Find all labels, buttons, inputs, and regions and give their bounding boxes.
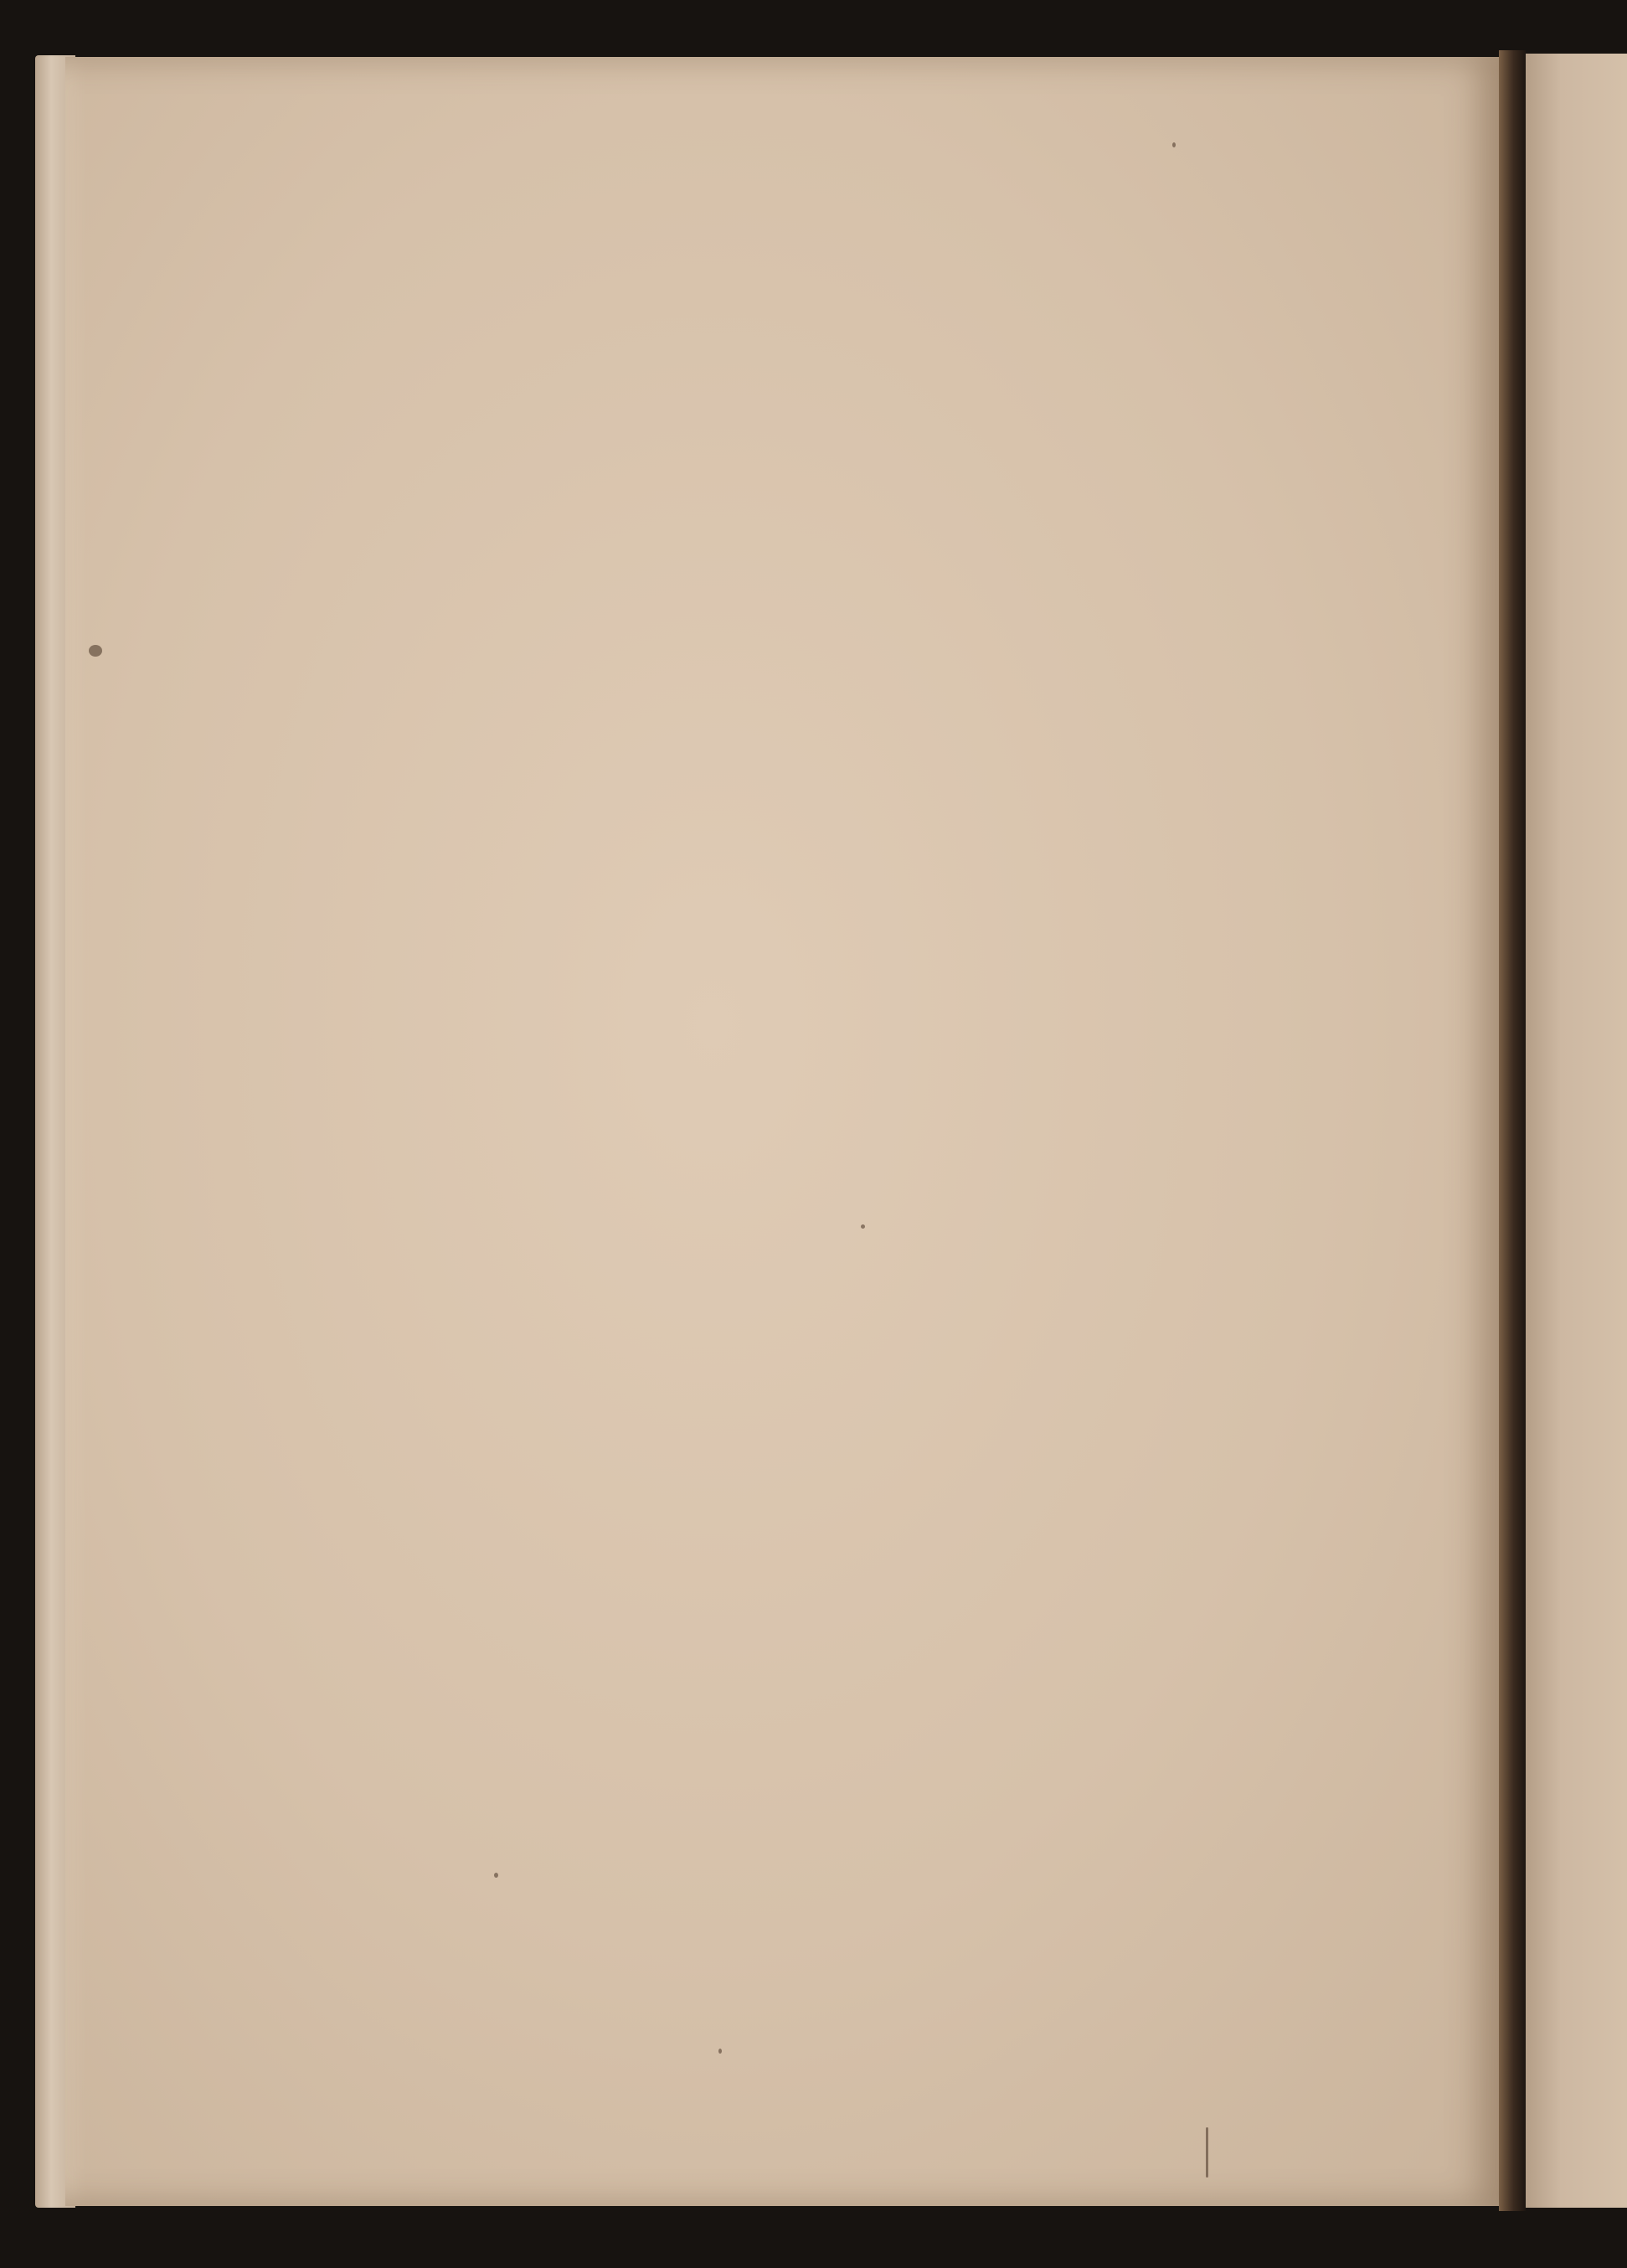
book-gutter bbox=[1499, 50, 1526, 2211]
paper-speck bbox=[1206, 2127, 1208, 2178]
paper-speck bbox=[89, 645, 102, 657]
paper-speck bbox=[1172, 142, 1176, 147]
book-page bbox=[65, 57, 1506, 2206]
paper-speck bbox=[861, 1224, 865, 1229]
paper-speck bbox=[494, 1873, 498, 1878]
paper-speck bbox=[718, 2049, 722, 2054]
next-page bbox=[1526, 54, 1627, 2208]
